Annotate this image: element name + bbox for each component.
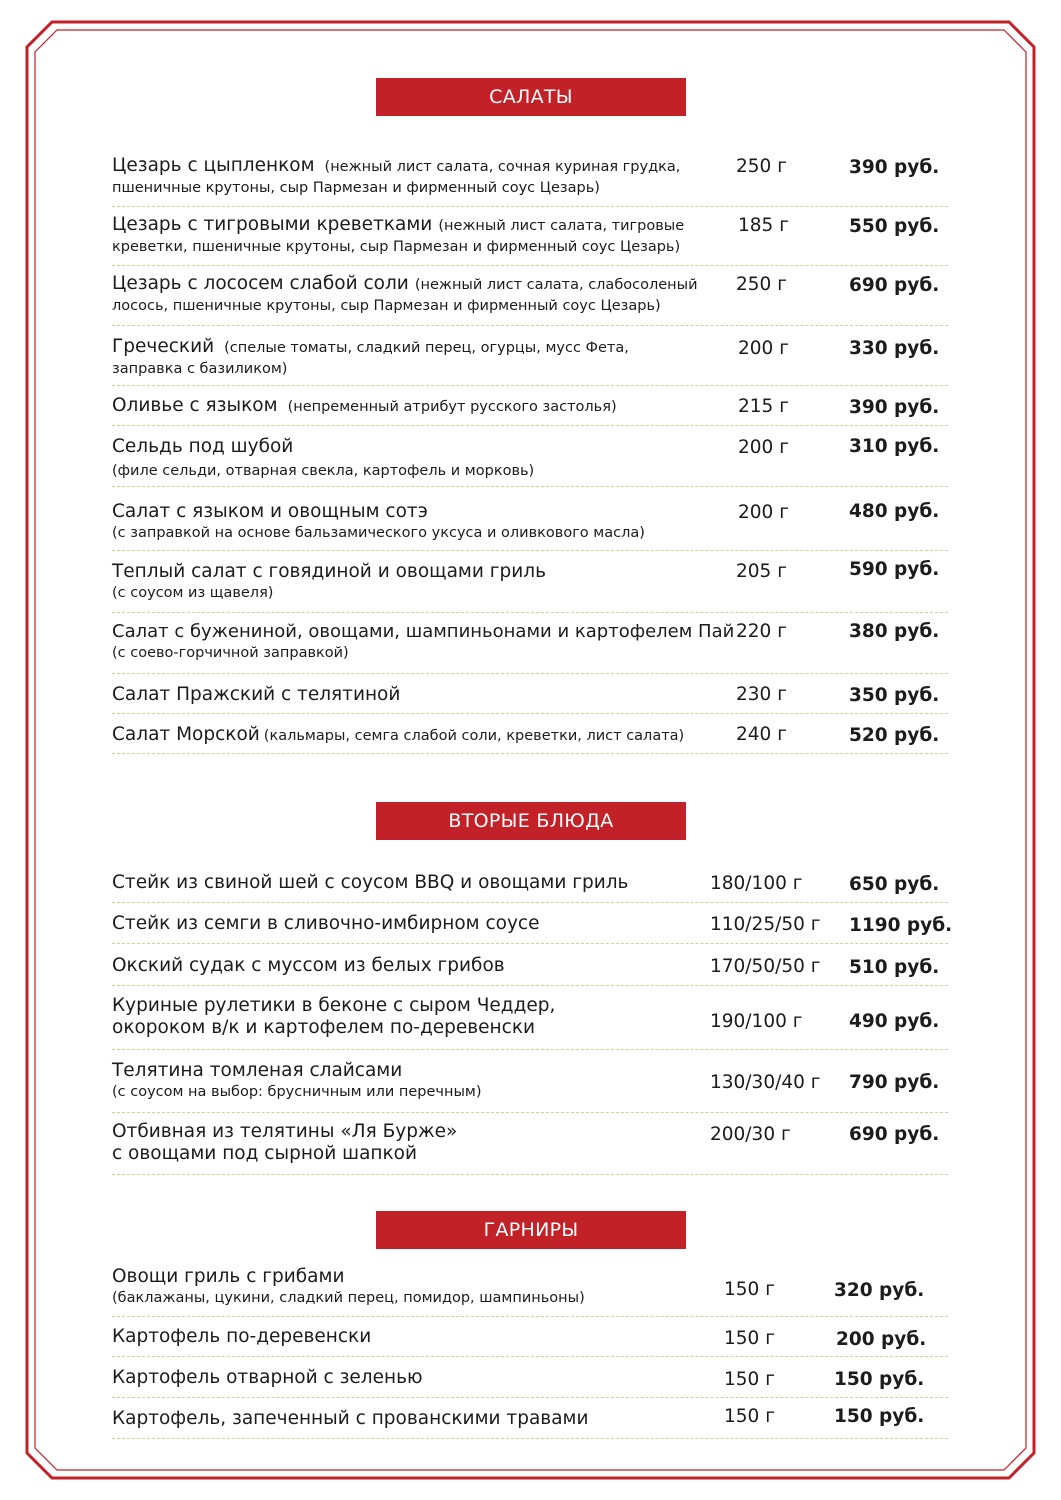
item-weight: 200 г (738, 502, 789, 523)
item-name-continued: окороком в/к и картофелем по-деревенски (112, 1017, 536, 1038)
item-price: 690 руб. (849, 1124, 940, 1145)
item-weight: 170/50/50 г (710, 956, 821, 977)
item-weight: 205 г (736, 561, 787, 582)
menu-item (112, 1060, 948, 1113)
item-price: 790 руб. (849, 1072, 940, 1093)
item-description: (непременный атрибут русского застолья) (287, 399, 617, 415)
item-description: (с соево-горчичной заправкой) (112, 645, 349, 661)
item-name: Картофель, запеченный с прованскими травами (112, 1408, 589, 1429)
item-name: Цезарь с тигровыми креветками (112, 214, 433, 235)
item-weight: 110/25/50 г (710, 914, 821, 935)
item-name: Салат Пражский с телятиной (112, 684, 401, 705)
menu-item (112, 872, 948, 903)
menu-item (112, 995, 948, 1050)
item-price: 380 руб. (849, 621, 940, 642)
item-name: Стейк из семги в сливочно-имбирном соусе (112, 913, 540, 934)
item-description: (нежный лист салата, тигровые (438, 218, 685, 234)
item-weight: 215 г (738, 396, 789, 417)
item-description: (кальмары, семга слабой соли, креветки, лист салата) (263, 728, 685, 744)
item-price: 490 руб. (849, 1011, 940, 1032)
item-price: 330 руб. (849, 338, 940, 359)
item-price: 320 руб. (834, 1280, 925, 1301)
item-name: Картофель по-деревенски (112, 1326, 372, 1347)
item-description: (с соусом из щавеля) (112, 585, 274, 601)
item-name: Салат с языком и овощным сотэ (112, 501, 428, 522)
menu-item (112, 336, 948, 386)
item-name: Телятина томленая слайсами (112, 1060, 403, 1081)
item-price: 350 руб. (849, 685, 940, 706)
item-price: 690 руб. (849, 275, 940, 296)
menu-item (112, 1121, 948, 1175)
item-price: 590 руб. (849, 559, 940, 580)
menu-item (112, 501, 948, 551)
item-description: (нежный лист салата, сочная куриная грудка, (324, 159, 681, 175)
item-description: (баклажаны, цукини, сладкий перец, помидор, шампиньоны) (112, 1290, 585, 1306)
item-description: (филе сельди, отварная свекла, картофель и морковь) (112, 463, 535, 479)
item-weight: 200 г (738, 437, 789, 458)
menu-item (112, 955, 948, 986)
item-name: Греческий (112, 336, 215, 357)
item-description: (спелые томаты, сладкий перец, огурцы, мусс Фета, (224, 340, 629, 356)
item-name: Куриные рулетики в беконе с сыром Чеддер, (112, 995, 556, 1016)
menu-item (112, 684, 948, 714)
section-title-salads: САЛАТЫ (376, 78, 686, 116)
item-price: 390 руб. (849, 397, 940, 418)
item-weight: 180/100 г (710, 873, 803, 894)
item-weight: 150 г (724, 1369, 775, 1390)
item-price: 150 руб. (834, 1406, 925, 1427)
item-price: 550 руб. (849, 216, 940, 237)
item-name: Цезарь с цыпленком (112, 155, 315, 176)
menu-item (112, 621, 948, 674)
menu-item (112, 155, 948, 207)
item-description: пшеничные крутоны, сыр Пармезан и фирменный соус Цезарь) (112, 180, 600, 196)
menu-item (112, 1266, 948, 1317)
menu-item (112, 561, 948, 613)
item-weight: 150 г (724, 1406, 775, 1427)
menu-item (112, 395, 948, 426)
item-name: Оливье с языком (112, 395, 278, 416)
section-title-main-courses: ВТОРЫЕ БЛЮДА (376, 802, 686, 840)
item-description: (с соусом на выбор: брусничным или перечным) (112, 1084, 482, 1100)
item-price: 480 руб. (849, 501, 940, 522)
item-name: Цезарь с лососем слабой соли (112, 273, 409, 294)
item-description: лосось, пшеничные крутоны, сыр Пармезан и фирменный соус Цезарь) (112, 298, 661, 314)
item-weight: 240 г (736, 724, 787, 745)
item-weight: 200 г (738, 338, 789, 359)
item-weight: 190/100 г (710, 1011, 803, 1032)
item-weight: 130/30/40 г (710, 1072, 821, 1093)
menu-item (112, 1408, 948, 1439)
item-name: Салат Морской (112, 724, 260, 745)
item-name: Отбивная из телятины «Ля Бурже» (112, 1121, 458, 1142)
item-name: Картофель отварной с зеленью (112, 1367, 423, 1388)
menu-item (112, 436, 948, 487)
item-name: Теплый салат с говядиной и овощами гриль (112, 561, 546, 582)
menu-item (112, 1367, 948, 1398)
item-weight: 200/30 г (710, 1124, 791, 1145)
item-description: (с заправкой на основе бальзамического уксуса и оливкового масла) (112, 525, 645, 541)
item-name: Стейк из свиной шей с соусом BBQ и овощами гриль (112, 872, 629, 893)
item-weight: 250 г (736, 156, 787, 177)
item-price: 390 руб. (849, 157, 940, 178)
menu-item (112, 724, 948, 754)
item-description: креветки, пшеничные крутоны, сыр Пармезан и фирменный соус Цезарь) (112, 239, 681, 255)
item-name: Салат с бужениной, овощами, шампиньонами и картофелем Пай (112, 621, 735, 642)
menu-item (112, 273, 948, 326)
item-description: заправка с базиликом) (112, 361, 288, 377)
item-price: 520 руб. (849, 725, 940, 746)
item-price: 1190 руб. (849, 915, 953, 936)
menu-item (112, 214, 948, 266)
item-description: (нежный лист салата, слабосоленый (414, 277, 698, 293)
item-price: 150 руб. (834, 1369, 925, 1390)
section-title-side-dishes: ГАРНИРЫ (376, 1211, 686, 1249)
item-price: 310 руб. (849, 436, 940, 457)
item-weight: 250 г (736, 274, 787, 295)
item-name-continued: с овощами под сырной шапкой (112, 1143, 418, 1164)
item-name: Сельдь под шубой (112, 436, 294, 457)
item-price: 510 руб. (849, 957, 940, 978)
menu-item (112, 913, 953, 944)
item-price: 200 руб. (836, 1329, 927, 1350)
item-weight: 230 г (736, 684, 787, 705)
item-weight: 150 г (724, 1328, 775, 1349)
item-weight: 150 г (724, 1279, 775, 1300)
item-price: 650 руб. (849, 874, 940, 895)
item-weight: 220 г (736, 621, 787, 642)
item-name: Окский судак с муссом из белых грибов (112, 955, 505, 976)
item-name: Овощи гриль с грибами (112, 1266, 345, 1287)
menu-item (112, 1326, 948, 1357)
item-weight: 185 г (738, 215, 789, 236)
